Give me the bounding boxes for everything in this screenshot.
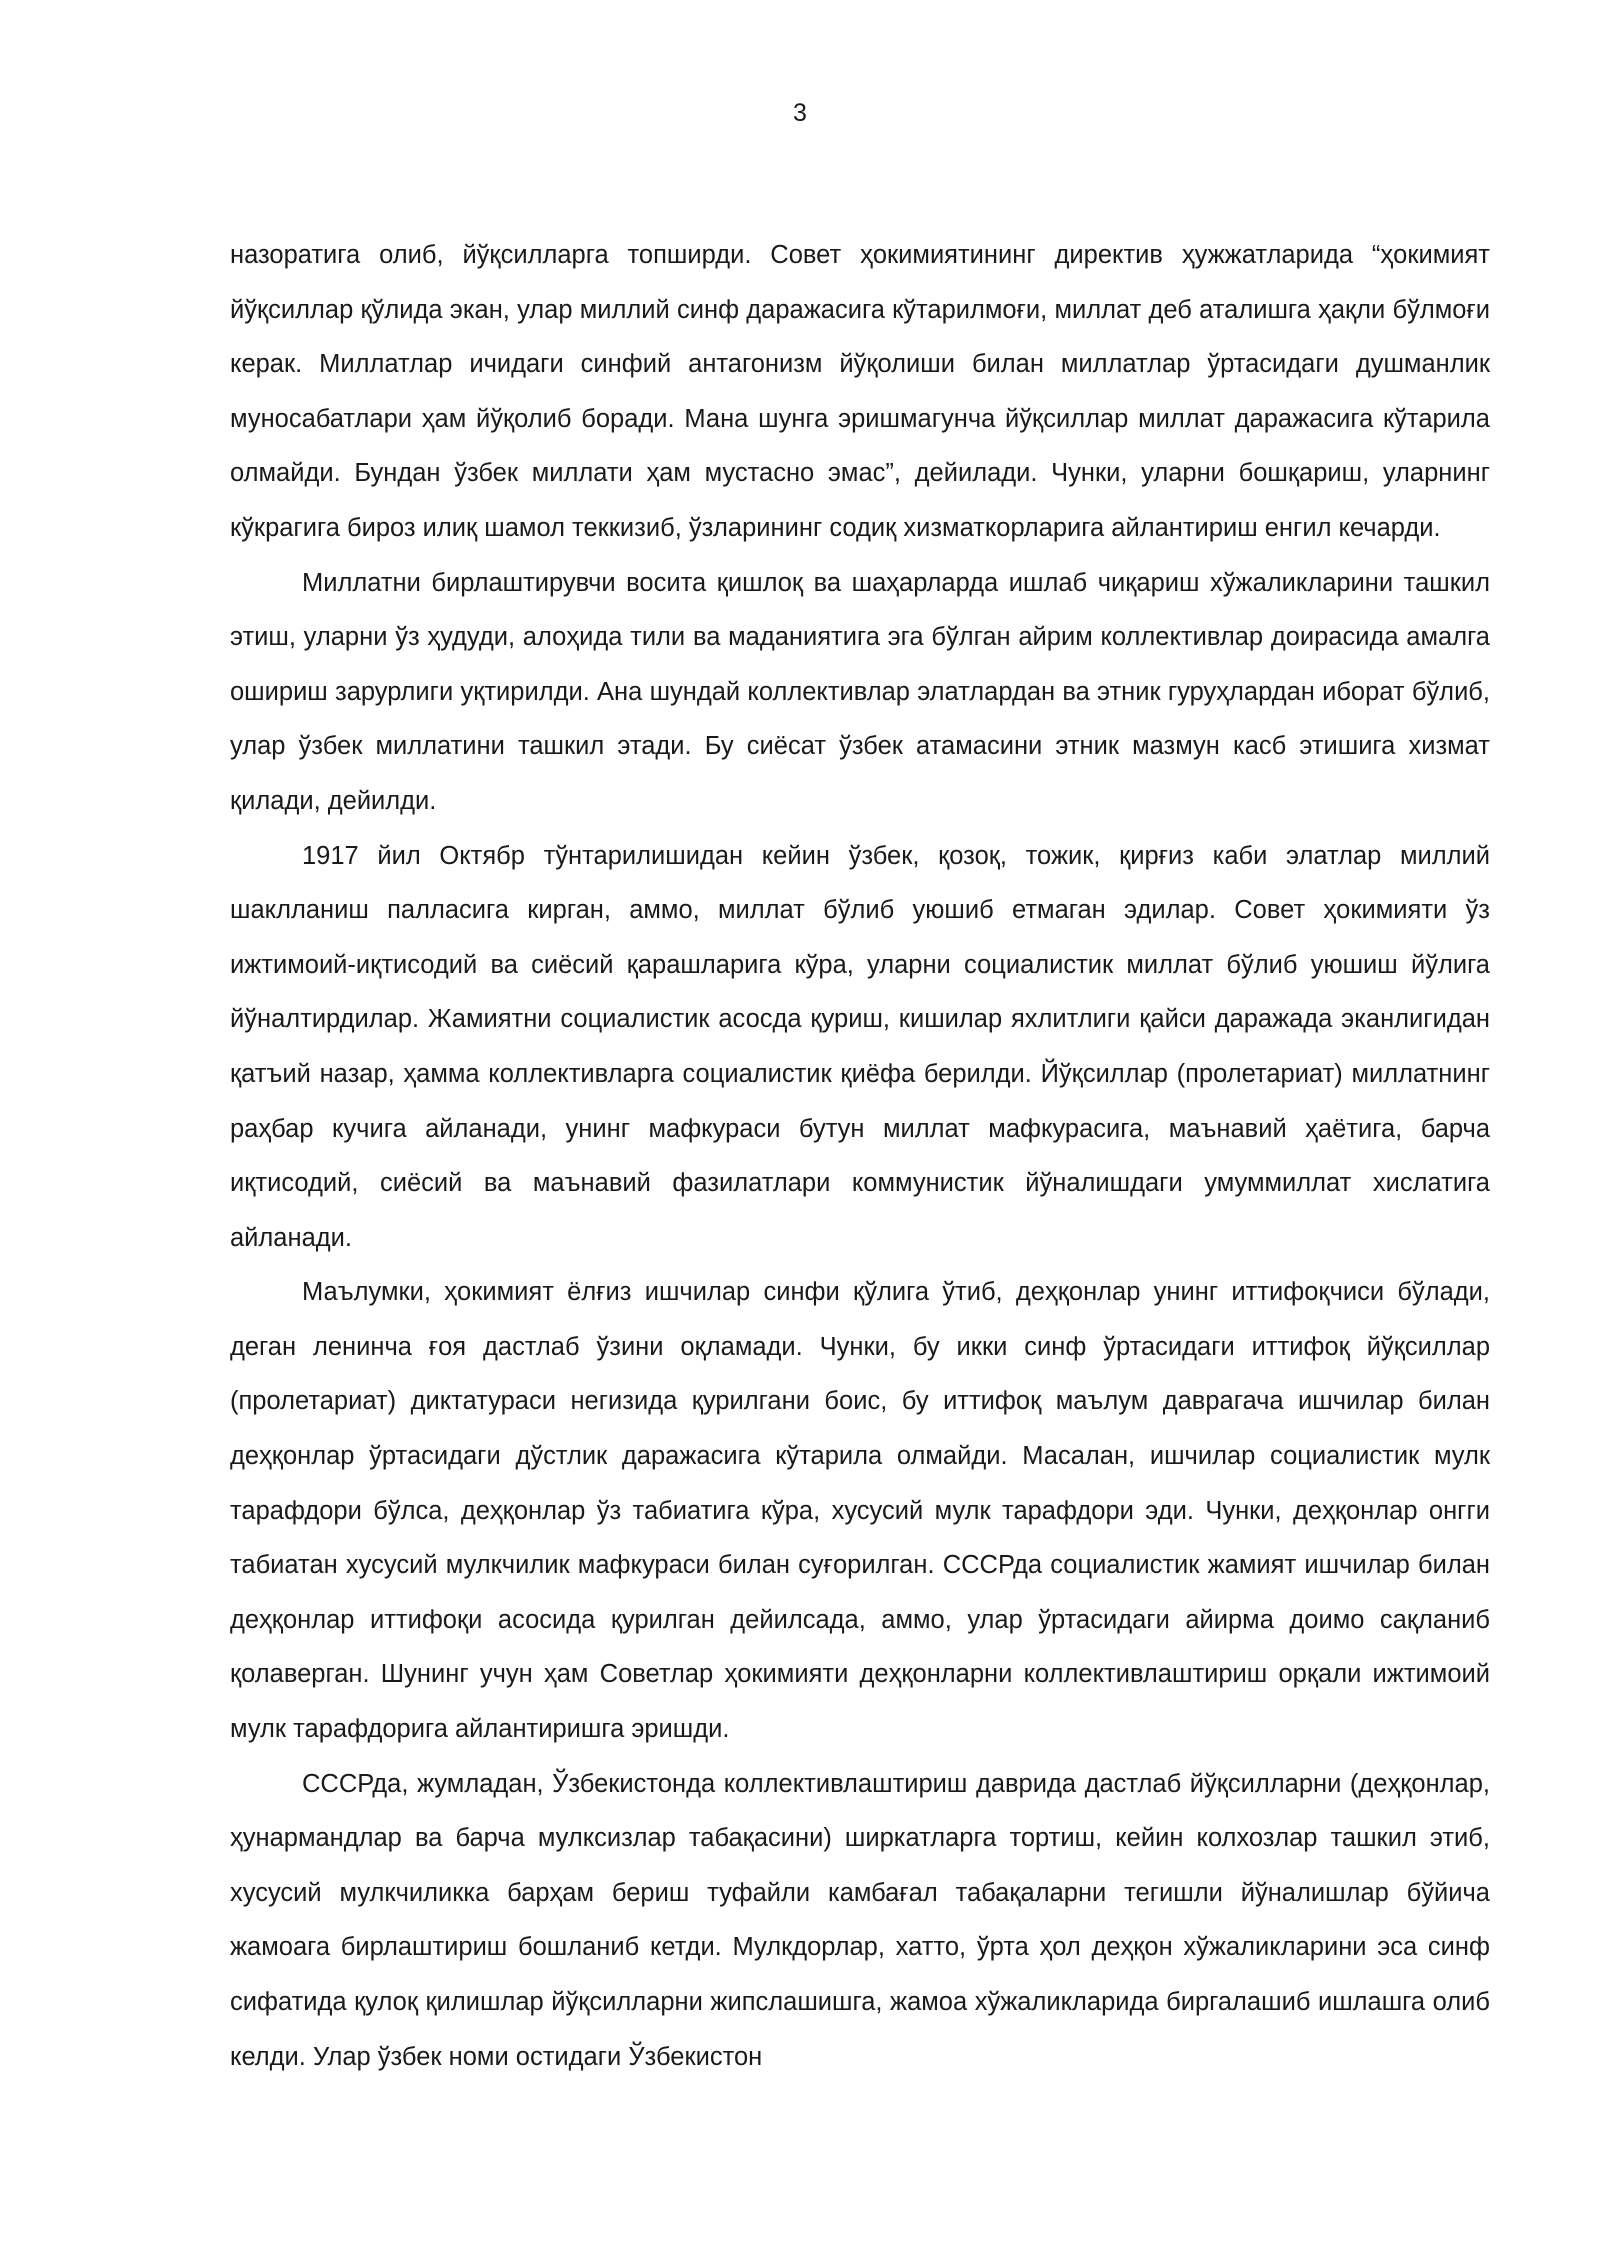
paragraph-1: назоратига олиб, йўқсилларга топширди. Совет ҳокимиятининг директив ҳужжатларида “ҳокимият йўқсиллар қўлида экан, улар миллий синф даражасига кўтарилмоғи, миллат деб аталишга ҳақли бўлмоғи керак. Миллатлар ичидаги синфий антагонизм йўқолиши билан миллатлар ўртасидаги душманлик муносабатлари ҳам йўқолиб боради. Мана шунга эришмагунча йўқсиллар миллат даражасига кўтарила олмайди. Бундан ўзбек миллати ҳам мустасно эмас”, дейилади. Чунки, уларни бошқариш, уларнинг кўкрагига бироз илиқ шамол теккизиб, ўзларининг содиқ хизматкорларига айлантириш енгил кечарди. xyxy=(230,241,1490,542)
paragraph-5: СССРда, жумладан, Ўзбекистонда коллективлаштириш даврида дастлаб йўқсилларни (деҳқонлар, ҳунармандлар ва барча мулксизлар табақасини) ширкатларга тортиш, кейин колхозлар ташкил этиб, хусусий мулкчиликка барҳам бериш туфайли камбағал табақаларни тегишли йўналишлар бўйича жамоага бирлаштириш бошланиб кетди. Мулкдорлар, хатто, ўрта ҳол деҳқон хўжаликларини эса синф сифатида қулоқ қилишлар йўқсилларни жипслашишга, жамоа хўжаликларида биргалашиб ишлашга олиб келди. Улар ўзбек номи остидаги Ўзбекистон xyxy=(230,1769,1490,2071)
paragraph-3: 1917 йил Октябр тўнтарилишидан кейин ўзбек, қозоқ, тожик, қирғиз каби элатлар миллий шаклланиш палласига кирган, аммо, миллат бўлиб уюшиб етмаган эдилар. Совет ҳокимияти ўз ижтимоий-иқтисодий ва сиёсий қарашларига кўра, уларни социалистик миллат бўлиб уюшиш йўлига йўналтирдилар. Жамиятни социалистик асосда қуриш, кишилар яхлитлиги қайси даражада эканлигидан қатъий назар, ҳамма коллективларга социалистик қиёфа берилди. Йўқсиллар (пролетариат) миллатнинг раҳбар кучига айланади, унинг мафкураси бутун миллат мафкурасига, маънавий ҳаётига, барча иқтисодий, сиёсий ва маънавий фазилатлари коммунистик йўналишдаги умуммиллат хислатига айланади. xyxy=(230,841,1490,1252)
paragraph-2: Миллатни бирлаштирувчи восита қишлоқ ва шаҳарларда ишлаб чиқариш хўжаликларини ташкил этиш, уларни ўз ҳудуди, алоҳида тили ва маданиятига эга бўлган айрим коллективлар доирасида амалга ошириш зарурлиги уқтирилди. Ана шундай коллективлар элатлардан ва этник гуруҳлардан иборат бўлиб, улар ўзбек миллатини ташкил этади. Бу сиёсат ўзбек атамасини этник мазмун касб этишига хизмат қилади, дейилди. xyxy=(230,568,1490,815)
page-number: 3 xyxy=(793,99,807,127)
body-text xyxy=(230,228,1490,2084)
paragraph-4: Маълумки, ҳокимият ёлғиз ишчилар синфи қўлига ўтиб, деҳқонлар унинг иттифоқчиси бўлади, деган ленинча ғоя дастлаб ўзини оқламади. Чунки, бу икки синф ўртасидаги иттифоқ йўқсиллар (пролетариат) диктатураси негизида қурилгани боис, бу иттифоқ маълум даврагача ишчилар билан деҳқонлар ўртасидаги дўстлик даражасига кўтарила олмайди. Масалан, ишчилар социалистик мулк тарафдори бўлса, деҳқонлар ўз табиатига кўра, хусусий мулк тарафдори эди. Чунки, деҳқонлар онгги табиатан хусусий мулкчилик мафкураси билан суғорилган. СССРда социалистик жамият ишчилар билан деҳқонлар иттифоқи асосида қурилган дейилсада, аммо, улар ўртасидаги айирма доимо сақланиб қолаверган. Шунинг учун ҳам Советлар ҳокимияти деҳқонларни коллективлаштириш орқали ижтимоий мулк тарафдорига айлантиришга эришди. xyxy=(230,1278,1490,1744)
